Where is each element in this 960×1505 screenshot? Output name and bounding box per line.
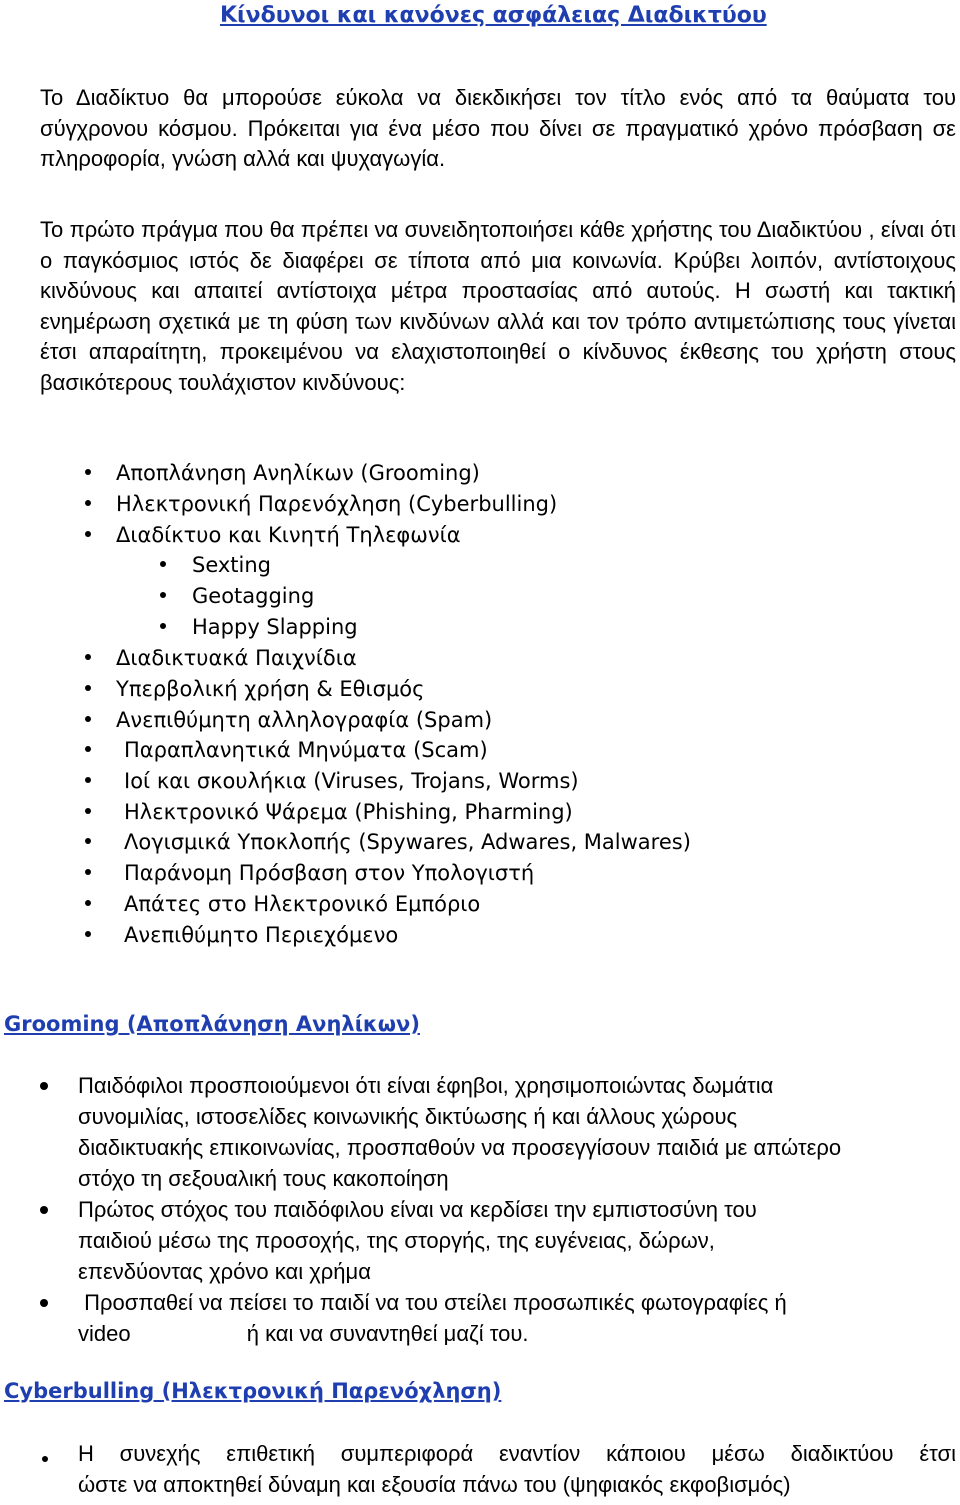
list-item: Ανεπιθύμητη αλληλογραφία (Spam)	[116, 708, 493, 732]
grooming-item-2	[78, 1194, 958, 1287]
list-item: Απάτες στο Ηλεκτρονικό Εμπόριο	[124, 892, 481, 916]
bullet-icon	[160, 592, 166, 598]
intro-paragraph-1: Το Διαδίκτυο θα μπορούσε εύκολα να διεκδικήσει τον τίτλο ενός από τα θαύματα του σύγχρονου κόσμου. Πρόκειται για ένα μέσο που δίνει σε πραγματικό χρόνο πρόσβαση σε πληροφορία, γνώση αλλά και ψυχαγωγία.	[40, 85, 956, 171]
list-item: Παραπλανητικά Μηνύματα (Scam)	[124, 738, 488, 762]
list-item: Παράνομη Πρόσβαση στον Υπολογιστή	[124, 861, 535, 885]
text-line: διαδικτυακής επικοινωνίας, προσπαθούν να προσεγγίσουν παιδιά με απώτερο	[78, 1135, 842, 1160]
text-line: συνομιλίας, ιστοσελίδες κοινωνικής δικτύωσης ή και άλλους χώρους	[78, 1104, 738, 1129]
text-line: ώστε να αποκτηθεί δύναμη και εξουσία πάνω του (ψηφιακός εκφοβισμός)	[78, 1472, 791, 1497]
text-line: Πρώτος στόχος του παιδόφιλου είναι να κερδίσει την εμπιστοσύνη του	[78, 1197, 757, 1222]
page-title: Κίνδυνοι και κανόνες ασφάλειας Διαδικτύου	[220, 3, 767, 28]
list-item: Αποπλάνηση Ανηλίκων (Grooming)	[116, 461, 480, 485]
list-item: Υπερβολική χρήση & Εθισμός	[116, 677, 425, 701]
text-line: στόχο τη σεξουαλική τους κακοποίηση	[78, 1166, 449, 1191]
text-line: Παιδόφιλοι προσποιούμενοι ότι είναι έφηβοι, χρησιμοποιώντας δωμάτια	[78, 1073, 774, 1098]
bullet-icon	[85, 716, 91, 722]
grooming-heading: Grooming (Αποπλάνηση Ανηλίκων)	[4, 1012, 420, 1036]
cyberbulling-heading: Cyberbulling (Ηλεκτρονική Παρενόχληση)	[4, 1379, 502, 1403]
list-item: Ιοί και σκουλήκια (Viruses, Trojans, Worms)	[124, 769, 579, 793]
list-item: Λογισμικά Υποκλοπής (Spywares, Adwares, Malwares)	[124, 830, 691, 854]
bullet-icon	[85, 808, 91, 814]
text-line: επενδύοντας χρόνο και χρήμα	[78, 1259, 371, 1284]
text-line: Προσπαθεί να πείσει το παιδί να του στείλει προσωπικές φωτογραφίες ή	[78, 1290, 787, 1315]
bullet-icon	[85, 900, 91, 906]
bullet-icon	[160, 561, 166, 567]
text-line: Η συνεχής επιθετική συμπεριφορά εναντίον κάποιου μέσω διαδικτύου έτσι	[78, 1441, 956, 1466]
grooming-item-1	[78, 1070, 958, 1194]
bullet-icon	[40, 1299, 48, 1307]
bullet-icon	[40, 1082, 48, 1090]
bullet-icon	[85, 469, 91, 475]
list-item: Διαδίκτυο και Κινητή Τηλεφωνία	[116, 523, 461, 547]
text-line: παιδιού μέσω της προσοχής, της στοργής, της ευγένειας, δώρων,	[78, 1228, 715, 1253]
list-item: Ηλεκτρονική Παρενόχληση (Cyberbulling)	[116, 492, 558, 516]
list-item: Διαδικτυακά Παιχνίδια	[116, 646, 357, 670]
bullet-icon	[85, 654, 91, 660]
bullet-icon	[40, 1206, 48, 1214]
list-item: Geotagging	[192, 584, 315, 608]
list-item: Ηλεκτρονικό Ψάρεμα (Phishing, Pharming)	[124, 800, 573, 824]
list-item: Happy Slapping	[192, 615, 358, 639]
bullet-icon	[160, 623, 166, 629]
bullet-icon	[85, 838, 91, 844]
list-item: Ανεπιθύμητο Περιεχόμενο	[124, 923, 399, 947]
bullet-icon	[85, 777, 91, 783]
bullet-icon	[85, 931, 91, 937]
bullet-icon	[85, 685, 91, 691]
bullet-icon	[85, 500, 91, 506]
bullet-icon	[85, 531, 91, 537]
bullet-icon	[85, 869, 91, 875]
list-item: Sexting	[192, 553, 272, 577]
text-line: video ή και να συναντηθεί μαζί του.	[78, 1321, 529, 1346]
bullet-icon	[85, 746, 91, 752]
intro-paragraph-2: Το πρώτο πράγμα που θα πρέπει να συνειδητοποιήσει κάθε χρήστης του Διαδικτύου , είναι ότι ο παγκόσμιος ιστός δε διαφέρει σε τίποτα από μια κοινωνία. Κρύβει λοιπόν, αντίστοιχους κινδύνους και απαιτεί αντίστοιχα μέτρα προστασίας από αυτούς. Η σωστή και τακτική ενημέρωση σχετικά με τη φύση των κινδύνων αλλά και τον τρόπο αντιμετώπισης τους γίνεται έτσι απαραίτητη, προκειμένου να ελαχιστοποιηθεί ο κίνδυνος έκθεσης του χρήστη στους βασικότερους τουλάχιστον κινδύνους:	[40, 217, 956, 395]
bullet-icon	[42, 1456, 48, 1462]
cyberbulling-item-1	[78, 1438, 956, 1500]
grooming-item-3	[78, 1287, 958, 1349]
